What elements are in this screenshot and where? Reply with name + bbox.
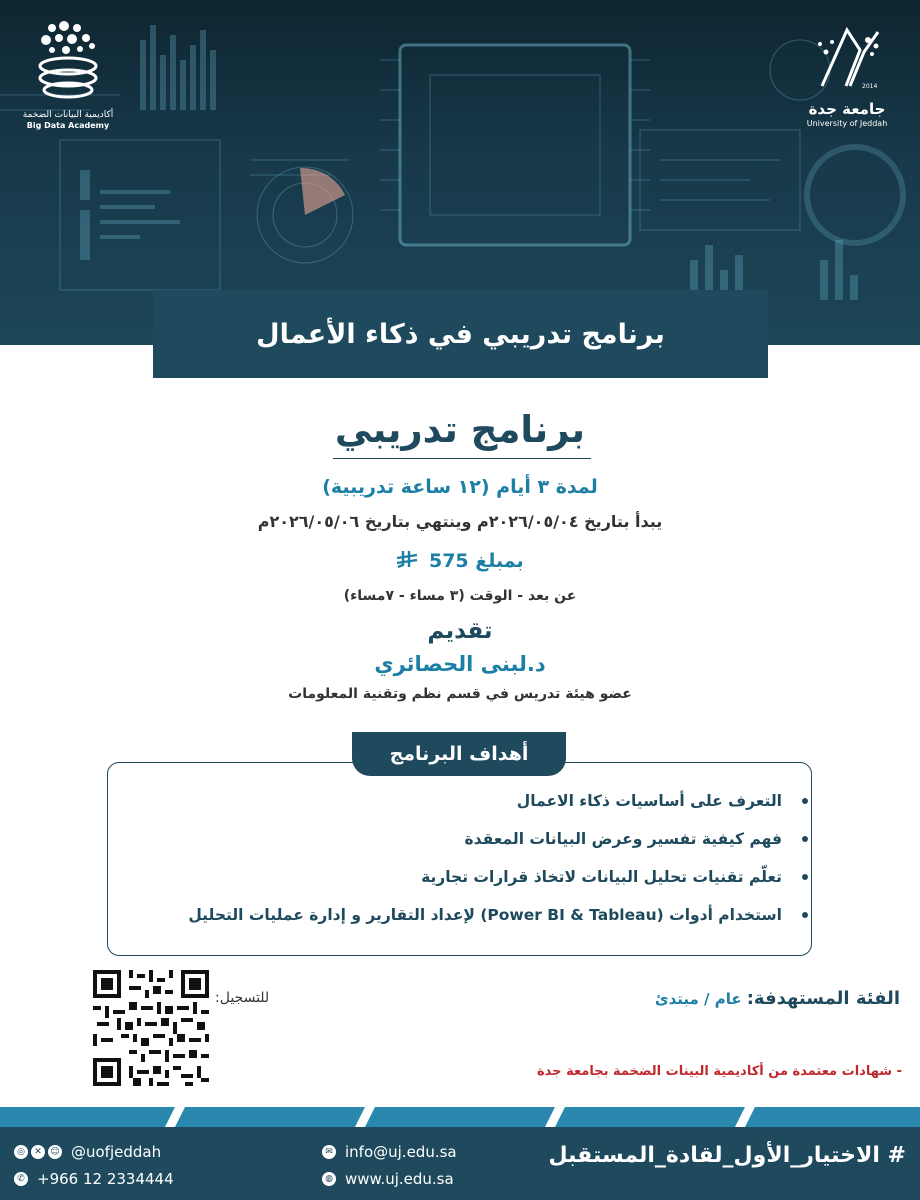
program-duration: لمدة ٣ أيام (١٢ ساعة تدريبية) <box>322 476 598 498</box>
big-data-academy-emblem-icon <box>32 18 104 104</box>
phone-icon: ✆ <box>14 1172 28 1186</box>
price-label: بمبلغ <box>475 550 524 572</box>
phone-number[interactable] <box>14 1170 174 1188</box>
website-text: www.uj.edu.sa <box>345 1170 454 1188</box>
university-name-arabic: جامعة جدة <box>808 100 886 118</box>
academy-name-arabic: أكاديمية البيانات الضخمة <box>22 110 114 120</box>
x-icon: ✕ <box>31 1145 45 1159</box>
audience-label: الفئة المستهدفة: <box>746 988 900 1009</box>
email-text: info@uj.edu.sa <box>345 1143 457 1161</box>
email-link[interactable] <box>322 1143 457 1161</box>
social-handle-text: @uofjeddah <box>71 1143 162 1161</box>
big-data-academy-logo <box>18 18 118 130</box>
university-name-english: University of Jeddah <box>806 119 888 128</box>
registration-qr-code[interactable] <box>93 970 209 1086</box>
goal-item: تعلّم تقنيات تحليل البيانات لاتخاذ قرارات تجارية <box>188 862 812 900</box>
social-handle[interactable] <box>14 1143 161 1161</box>
goal-item: استخدام أدوات (Power BI & Tableau) لإعداد التقارير و إدارة عمليات التحليل <box>188 900 812 938</box>
banner-title-box <box>153 290 768 378</box>
target-audience <box>655 988 900 1009</box>
email-icon: ✉ <box>322 1145 336 1159</box>
program-dates: يبدأ بتاريخ ٢٠٢٦/٠٥/٠٤م وينتهي بتاريخ ٢٠٢٦/٠٥/٠٦م <box>257 512 663 531</box>
heading-divider <box>333 458 591 459</box>
goals-title-tab <box>352 732 566 776</box>
presented-by-label: تقديم <box>427 618 493 644</box>
instagram-icon: ◎ <box>14 1145 28 1159</box>
goals-title: أهداف البرنامج <box>389 743 529 765</box>
riyal-icon <box>396 548 418 572</box>
globe-icon: ◍ <box>322 1172 336 1186</box>
goals-list <box>188 786 812 938</box>
goal-item: التعرف على أساسيات ذكاء الاعمال <box>188 786 812 824</box>
certificate-note: - شهادات معتمدة من أكاديمية البينات الضخمة بجامعة جدة <box>536 1064 902 1079</box>
university-emblem-icon <box>802 22 892 94</box>
academy-name-english: Big Data Academy <box>26 121 110 130</box>
snapchat-icon: ☺ <box>48 1145 62 1159</box>
footer-hashtag: # الاختيار_الأول_لقادة_المستقبل <box>548 1143 906 1168</box>
presenter-name: د.لبنى الحصائري <box>374 652 546 676</box>
audience-value: عام / مبتدئ <box>654 990 742 1008</box>
price-value: 575 <box>428 550 469 572</box>
registration-label: للتسجيل: <box>215 990 270 1006</box>
presenter-role: عضو هيئة تدريس في قسم نظم وتقنية المعلومات <box>288 686 632 702</box>
banner-title: برنامج تدريبي في ذكاء الأعمال <box>256 318 665 350</box>
website-link[interactable] <box>322 1170 454 1188</box>
university-of-jeddah-logo <box>792 22 902 128</box>
university-year: 2014 <box>862 83 878 90</box>
phone-text: +966 12 2334444 <box>37 1170 174 1188</box>
delivery-mode-time: عن بعد - الوقت (٣ مساء - ٧مساء) <box>343 588 577 604</box>
program-price <box>0 548 920 572</box>
goal-item: فهم كيفية تفسير وعرض البيانات المعقدة <box>188 824 812 862</box>
program-heading: برنامج تدريبي <box>334 408 586 451</box>
